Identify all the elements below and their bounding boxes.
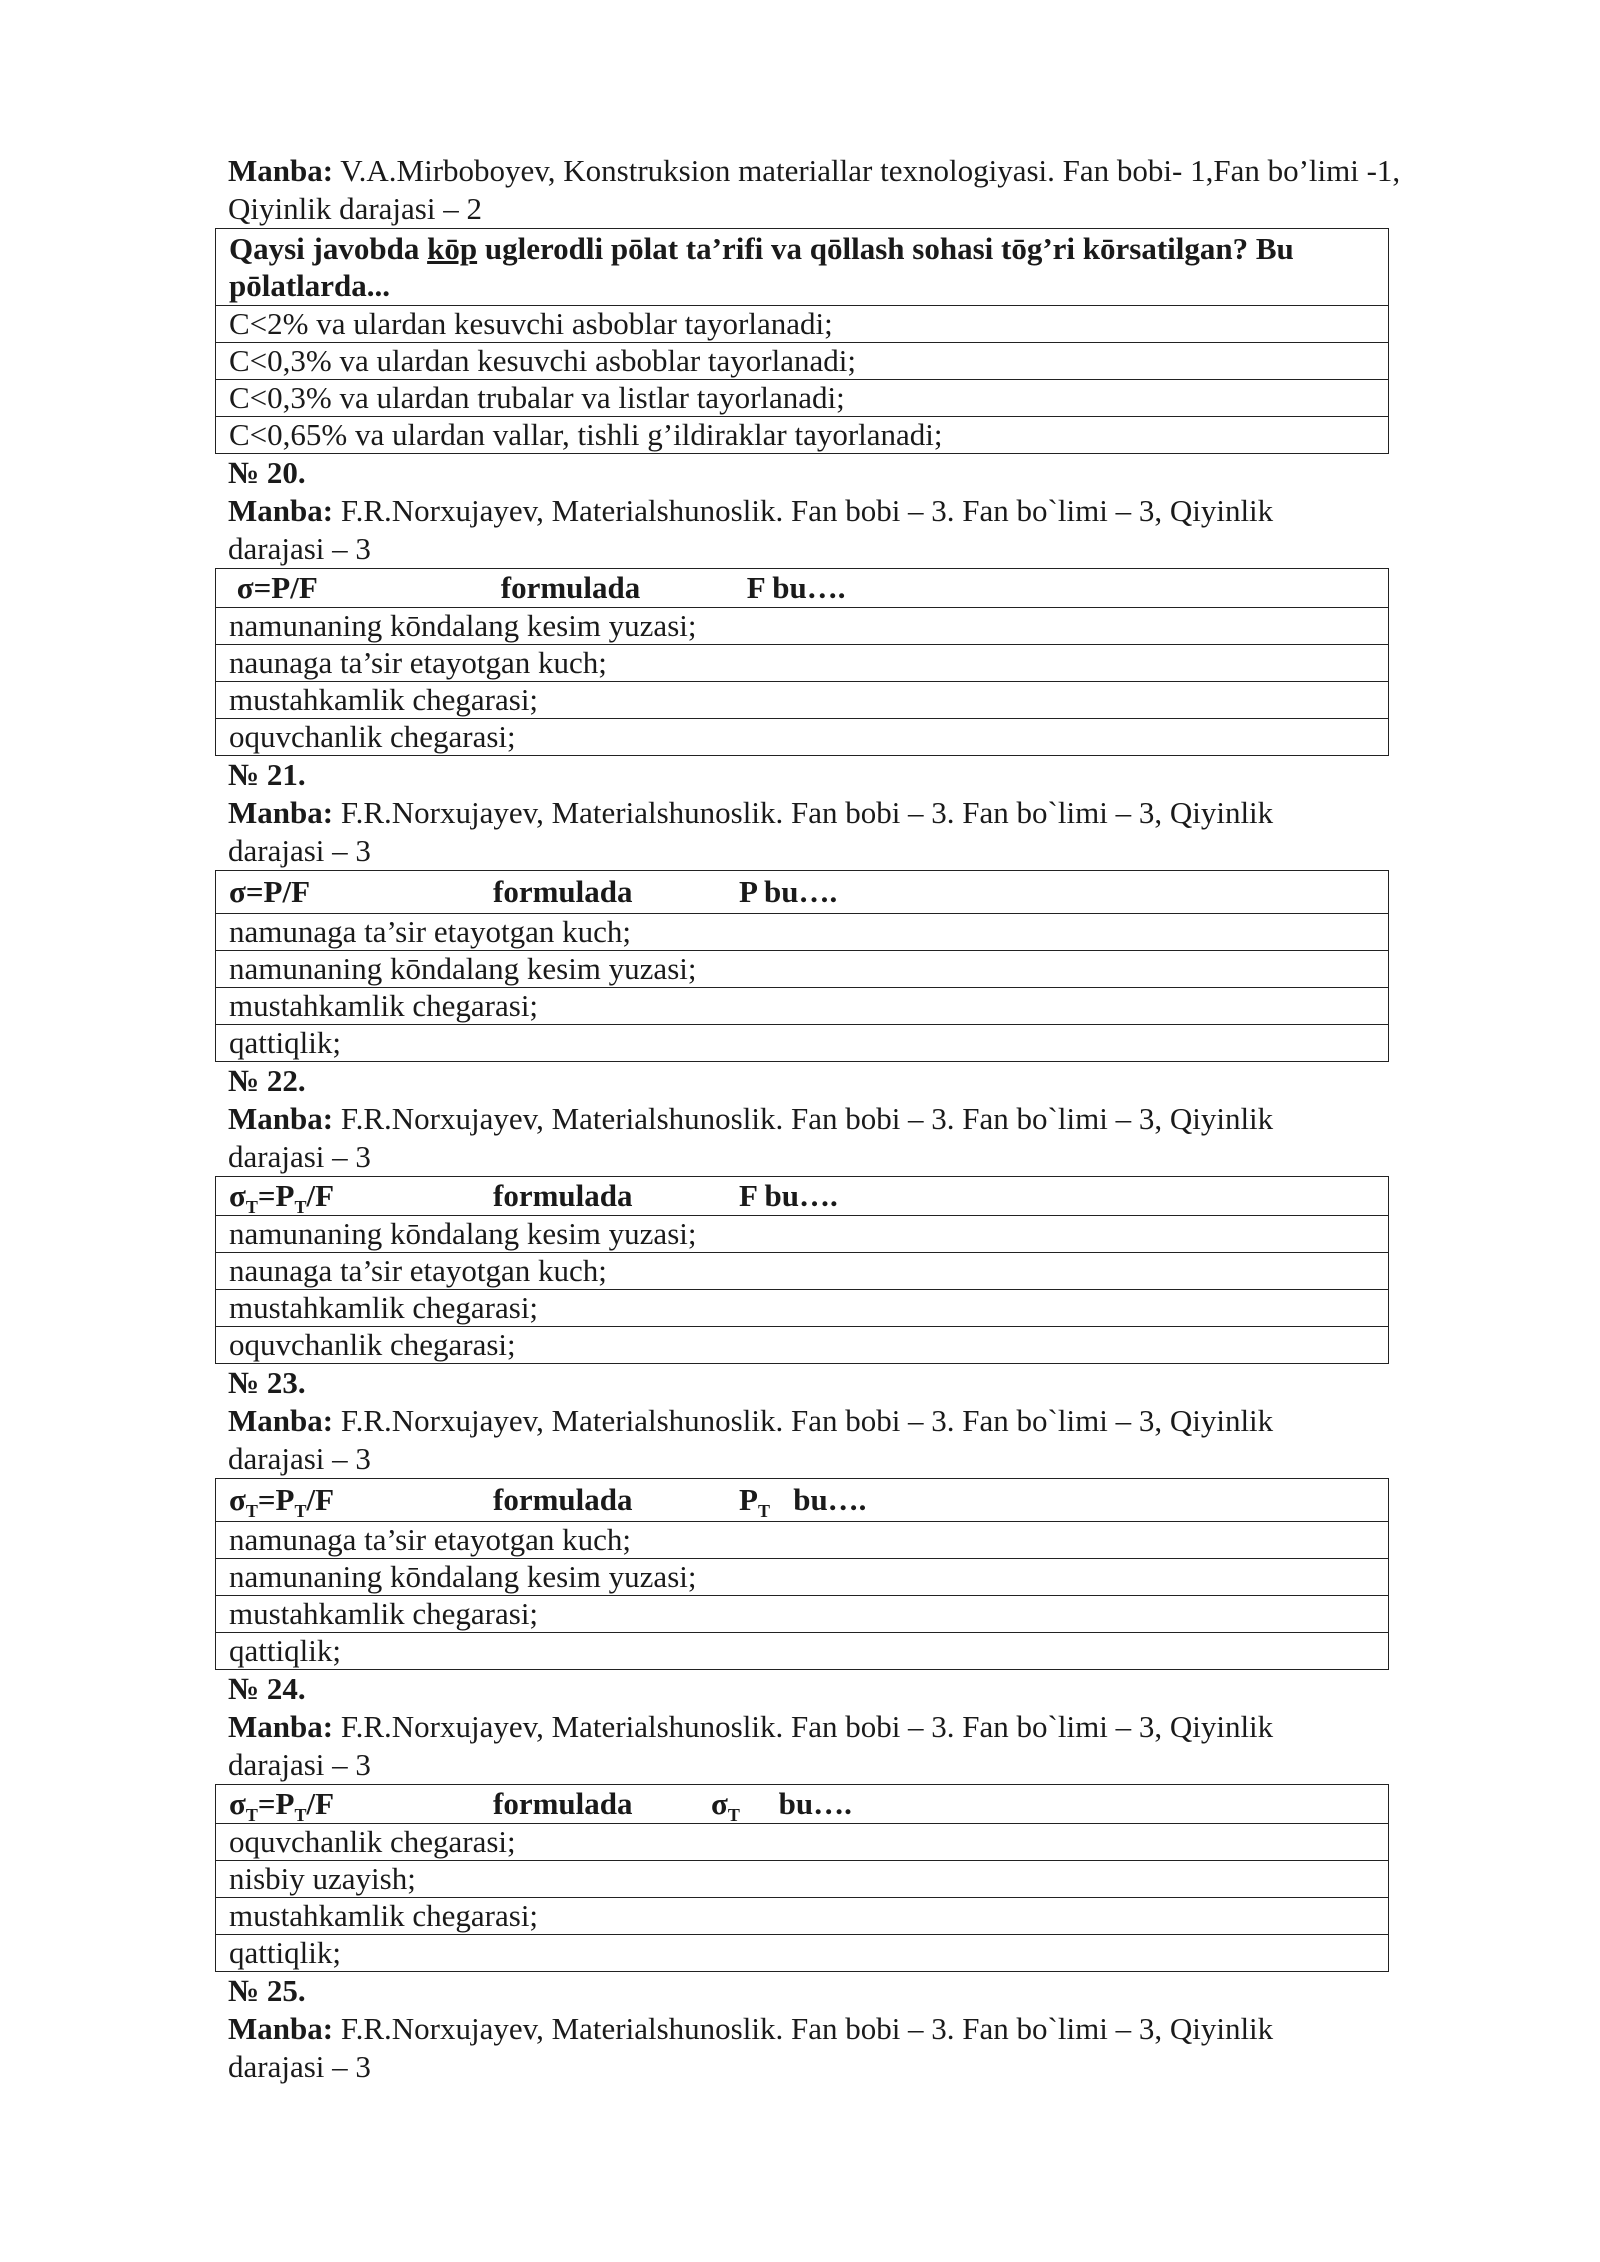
source-text: V.A.Mirboboyev, Konstruksion materiallar texnologiyasi. Fan bobi- 1,Fan bo’limi -1, [333, 153, 1401, 188]
question-number: № 25. [228, 1973, 306, 2008]
question-row [216, 1177, 1389, 1216]
source-line-2: darajasi – 3 [228, 833, 371, 868]
source-text: F.R.Norxujayev, Materialshunoslik. Fan bobi – 3. Fan bo`limi – 3, Qiyinlik [333, 795, 1274, 830]
answer-option: qattiqlik; [216, 1935, 1389, 1972]
answer-option: namunaning kōndalang kesim yuzasi; [216, 951, 1389, 988]
source-line-2: darajasi – 3 [228, 1747, 371, 1782]
source-label: Manba: [228, 493, 334, 528]
question-text [216, 1785, 1389, 1824]
source-text: F.R.Norxujayev, Materialshunoslik. Fan bobi – 3. Fan bo`limi – 3, Qiyinlik [333, 493, 1274, 528]
source-label: Manba: [228, 2011, 334, 2046]
source-label: Manba: [228, 1101, 334, 1136]
source-line [228, 794, 1478, 832]
question-number: № 24. [228, 1671, 306, 1706]
source-line [228, 1402, 1478, 1440]
question-row [216, 229, 1389, 306]
source-line [228, 1100, 1478, 1138]
answer-option: namunaning kōndalang kesim yuzasi; [216, 1216, 1389, 1253]
answer-option: C<0,3% va ulardan trubalar va listlar tayorlanadi; [216, 380, 1389, 417]
question-text: Qaysi javobda kōp uglerodli pōlat ta’rifi va qōllash sohasi tōg’ri kōrsatilgan? Bu pōlatlarda... [216, 229, 1389, 306]
formula-symbol: P bu…. [739, 874, 838, 909]
question-row [216, 569, 1389, 608]
formula: σ=P/F [229, 874, 311, 909]
source-line-2: darajasi – 3 [228, 531, 371, 566]
question-text [216, 871, 1389, 914]
formula-symbol: F bu…. [739, 1178, 838, 1213]
formula-symbol: F bu…. [746, 570, 846, 605]
question-table [215, 228, 1389, 454]
formula-word: formulada [493, 1786, 633, 1821]
formula: σ=P/F [236, 570, 318, 605]
question-text [216, 1177, 1389, 1216]
source-line [228, 2010, 1478, 2048]
answer-option: nisbiy uzayish; [216, 1861, 1389, 1898]
answer-option: qattiqlik; [216, 1025, 1389, 1062]
question-row [216, 871, 1389, 914]
question-text [216, 1479, 1389, 1522]
answer-option: qattiqlik; [216, 1633, 1389, 1670]
source-text: F.R.Norxujayev, Materialshunoslik. Fan bobi – 3. Fan bo`limi – 3, Qiyinlik [333, 1403, 1274, 1438]
formula-word: formulada [500, 570, 641, 605]
question-number: № 23. [228, 1365, 306, 1400]
formula: $\sigma_T=P_T/F$ [229, 1482, 335, 1522]
answer-option: oquvchanlik chegarasi; [216, 719, 1389, 756]
question-row [216, 1785, 1389, 1824]
source-label: Manba: [228, 153, 334, 188]
question-table [215, 1784, 1389, 1972]
source-line [228, 492, 1478, 530]
formula: $\sigma_T=P_T/F$ [229, 1178, 335, 1216]
answer-option: mustahkamlik chegarasi; [216, 988, 1389, 1025]
answer-option: mustahkamlik chegarasi; [216, 1290, 1389, 1327]
document-content [228, 152, 1478, 2086]
answer-option: mustahkamlik chegarasi; [216, 682, 1389, 719]
question-table [215, 870, 1389, 1062]
answer-option: oquvchanlik chegarasi; [216, 1327, 1389, 1364]
source-line [228, 152, 1478, 190]
question-table [215, 1478, 1389, 1670]
source-line-2: darajasi – 3 [228, 2049, 371, 2084]
answer-option: mustahkamlik chegarasi; [216, 1898, 1389, 1935]
source-text: F.R.Norxujayev, Materialshunoslik. Fan bobi – 3. Fan bo`limi – 3, Qiyinlik [333, 1709, 1274, 1744]
question-row [216, 1479, 1389, 1522]
answer-option: naunaga ta’sir etayotgan kuch; [216, 1253, 1389, 1290]
source-line-2: Qiyinlik darajasi – 2 [228, 191, 482, 226]
answer-option: namunaning kōndalang kesim yuzasi; [216, 608, 1389, 645]
formula-symbol: $P_T$ bu…. [739, 1482, 867, 1522]
answer-option: namunaga ta’sir etayotgan kuch; [216, 1522, 1389, 1559]
question-number: № 22. [228, 1063, 306, 1098]
source-label: Manba: [228, 795, 334, 830]
answer-option: oquvchanlik chegarasi; [216, 1824, 1389, 1861]
question-table [215, 568, 1389, 756]
question-text [216, 569, 1389, 608]
source-label: Manba: [228, 1403, 334, 1438]
formula: $\sigma_T=P_T/F$ [229, 1786, 335, 1824]
answer-option: C<0,65% va ulardan vallar, tishli g’ildiraklar tayorlanadi; [216, 417, 1389, 454]
source-text: F.R.Norxujayev, Materialshunoslik. Fan bobi – 3. Fan bo`limi – 3, Qiyinlik [333, 1101, 1274, 1136]
answer-option: namunaga ta’sir etayotgan kuch; [216, 914, 1389, 951]
answer-option: naunaga ta’sir etayotgan kuch; [216, 645, 1389, 682]
answer-option: C<2% va ulardan kesuvchi asboblar tayorlanadi; [216, 306, 1389, 343]
underlined-word: kōp [427, 231, 478, 266]
formula-symbol: $\sigma_T$ bu…. [711, 1786, 852, 1824]
formula-word: formulada [493, 1482, 633, 1517]
answer-option: mustahkamlik chegarasi; [216, 1596, 1389, 1633]
source-line-2: darajasi – 3 [228, 1139, 371, 1174]
question-number: № 20. [228, 455, 306, 490]
formula-word: formulada [493, 1178, 633, 1213]
question-table [215, 1176, 1389, 1364]
formula-word: formulada [493, 874, 633, 909]
answer-option: namunaning kōndalang kesim yuzasi; [216, 1559, 1389, 1596]
source-line [228, 1708, 1478, 1746]
source-line-2: darajasi – 3 [228, 1441, 371, 1476]
question-number: № 21. [228, 757, 306, 792]
source-text: F.R.Norxujayev, Materialshunoslik. Fan bobi – 3. Fan bo`limi – 3, Qiyinlik [333, 2011, 1274, 2046]
source-label: Manba: [228, 1709, 334, 1744]
answer-option: C<0,3% va ulardan kesuvchi asboblar tayorlanadi; [216, 343, 1389, 380]
